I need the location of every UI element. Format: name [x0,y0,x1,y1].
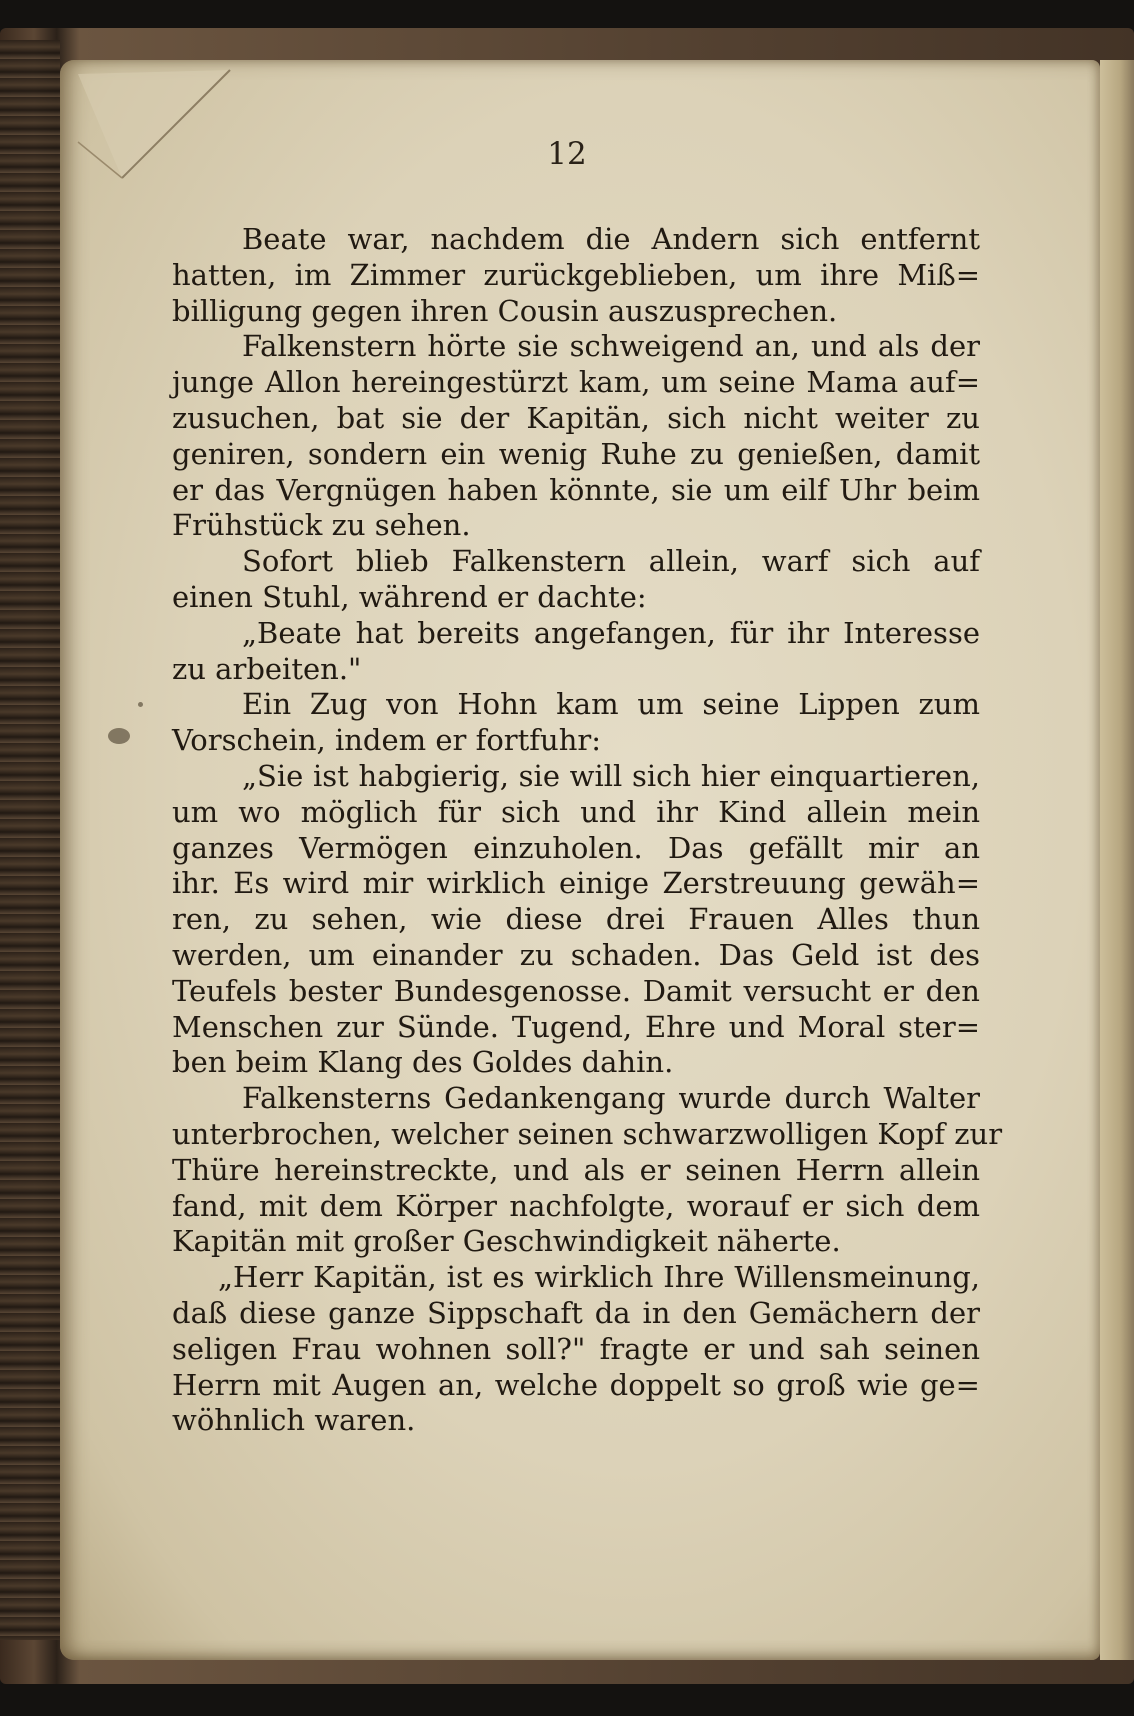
text-line: Thüre hereinstreckte, und als er seinen Herrn allein [172,1152,980,1187]
paragraph [172,1081,1003,1260]
text-line: unterbrochen, welcher seinen schwarzwolligen Kopf zur [172,1116,1003,1151]
text-line: seligen Frau wohnen soll?" fragte er und sah seinen [172,1331,980,1366]
text-line: Teufels bester Bundesgenosse. Damit versucht er den [172,973,980,1008]
text-line: Vorschein, indem er fortfuhr: [172,723,602,758]
text-line: Menschen zur Sünde. Tugend, Ehre und Moral ster= [172,1009,980,1044]
text-line: fand, mit dem Körper nachfolgte, worauf er sich dem [172,1188,980,1223]
paragraph [172,222,980,329]
paragraph [172,329,980,544]
text-line: ben beim Klang des Goldes dahin. [172,1045,674,1080]
text-line: „Sie ist habgierig, sie will sich hier einquartieren, [242,758,980,793]
text-line: Falkenstern hörte sie schweigend an, und als der [242,329,980,364]
text-line: werden, um einander zu schaden. Das Geld ist des [172,937,980,972]
paragraph [172,759,980,1081]
page-edges [1100,60,1134,1660]
text-line: Frühstück zu sehen. [172,508,471,543]
text-line: junge Allon hereingestürzt kam, um seine Mama auf= [172,365,980,400]
worn-cover-edge [0,40,60,1640]
text-line: Beate war, nachdem die Andern sich entfernt [242,222,980,256]
text-line: ganzes Vermögen einzuholen. Das gefällt mir an [172,830,980,865]
text-line: ren, zu sehen, wie diese drei Frauen Alles thun [172,902,980,937]
text-line: geniren, sondern ein wenig Ruhe zu genießen, damit [172,436,980,471]
paragraph [172,544,980,616]
paragraph [172,616,980,688]
text-line: „Beate hat bereits angefangen, für ihr Interesse [242,615,980,650]
paper-stain [108,728,130,744]
paper-speck [138,702,143,707]
text-line: Ein Zug von Hohn kam um seine Lippen zum [242,687,980,722]
text-line: zu arbeiten." [172,651,362,686]
text-line: billigung gegen ihren Cousin auszusprechen. [172,293,838,328]
page-text [172,222,1003,1439]
text-line: ihr. Es wird mir wirklich einige Zerstreuung gewäh= [172,866,980,901]
paragraph [172,1260,980,1439]
text-line: einen Stuhl, während er dachte: [172,579,647,614]
text-line: Herrn mit Augen an, welche doppelt so groß wie ge= [172,1367,980,1402]
text-line: hatten, im Zimmer zurückgeblieben, um ihre Miß= [172,257,980,292]
text-line: um wo möglich für sich und ihr Kind allein mein [172,794,980,829]
text-line: wöhnlich waren. [172,1403,416,1438]
text-line: „Herr Kapitän, ist es wirklich Ihre Willensmeinung, [218,1260,980,1295]
text-line: daß diese ganze Sippschaft da in den Gemächern der [172,1295,980,1330]
paragraph [172,687,980,759]
page-number: 12 [547,136,587,172]
text-line: Sofort blieb Falkenstern allein, warf sich auf [242,544,980,579]
text-line: Falkensterns Gedankengang wurde durch Walter [242,1081,980,1116]
text-line: zusuchen, bat sie der Kapitän, sich nicht weiter zu [172,400,980,435]
text-line: Kapitän mit großer Geschwindigkeit näherte. [172,1224,841,1259]
text-line: er das Vergnügen haben könnte, sie um eilf Uhr beim [172,472,980,507]
